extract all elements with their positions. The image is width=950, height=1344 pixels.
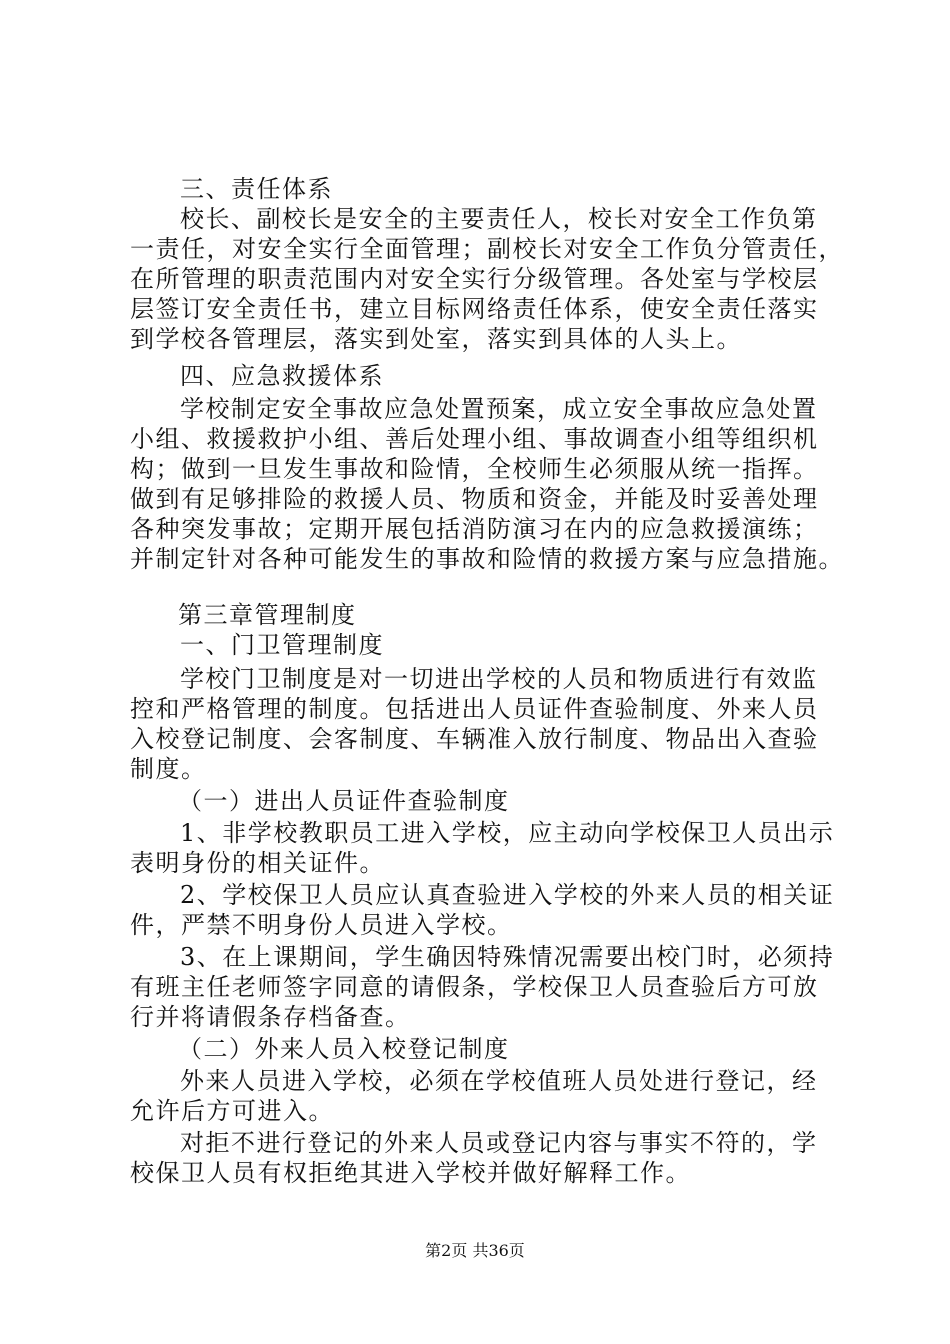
paragraph-line: 一责任，对安全实行全面管理；副校长对安全工作负分管责任， — [130, 235, 844, 263]
paragraph-line: 有班主任老师签字同意的请假条，学校保卫人员查验后方可放 — [130, 973, 819, 1001]
paragraph-line: 学校制定安全事故应急处置预案，成立安全事故应急处置 — [180, 395, 818, 423]
paragraph-line: 控和严格管理的制度。包括进出人员证件查验制度、外来人员 — [130, 695, 819, 723]
subsection-heading-visitor-registration: （二）外来人员入校登记制度 — [178, 1035, 510, 1063]
paragraph-line: 2、学校保卫人员应认真查验进入学校的外来人员的相关证 — [180, 881, 835, 909]
paragraph-line: 校保卫人员有权拒绝其进入学校并做好解释工作。 — [130, 1159, 691, 1187]
paragraph-line: 在所管理的职责范围内对安全实行分级管理。各处室与学校层 — [130, 265, 819, 293]
paragraph-line: 各种突发事故；定期开展包括消防演习在内的应急救援演练； — [130, 515, 819, 543]
paragraph-line: 校长、副校长是安全的主要责任人，校长对安全工作负第 — [180, 205, 818, 233]
chapter-heading: 第三章管理制度 — [178, 601, 357, 629]
paragraph-line: 到学校各管理层，落实到处室，落实到具体的人头上。 — [130, 325, 742, 353]
page-number-footer: 第2页 共36页 — [425, 1241, 525, 1260]
paragraph-line: 制度。 — [130, 755, 207, 783]
paragraph-line: 外来人员进入学校，必须在学校值班人员处进行登记，经 — [180, 1067, 818, 1095]
paragraph-line: 学校门卫制度是对一切进出学校的人员和物质进行有效监 — [180, 665, 818, 693]
paragraph-line: 并制定针对各种可能发生的事故和险情的救援方案与应急措施。 — [130, 545, 844, 573]
paragraph-line: 件，严禁不明身份人员进入学校。 — [130, 911, 513, 939]
paragraph-line: 3、在上课期间，学生确因特殊情况需要出校门时，必须持 — [180, 943, 835, 971]
section-heading-gatekeeping: 一、门卫管理制度 — [180, 631, 384, 659]
paragraph-line: 小组、救援救护小组、善后处理小组、事故调查小组等组织机 — [130, 425, 819, 453]
paragraph-line: 行并将请假条存档备查。 — [130, 1003, 411, 1031]
paragraph-line: 构；做到一旦发生事故和险情，全校师生必须服从统一指挥。 — [130, 455, 819, 483]
paragraph-line: 表明身份的相关证件。 — [130, 849, 385, 877]
paragraph-line: 做到有足够排险的救援人员、物质和资金，并能及时妥善处理 — [130, 485, 819, 513]
paragraph-line: 入校登记制度、会客制度、车辆准入放行制度、物品出入查验 — [130, 725, 819, 753]
paragraph-line: 允许后方可进入。 — [130, 1097, 334, 1125]
section-heading-emergency: 四、应急救援体系 — [180, 362, 384, 390]
section-heading-responsibility: 三、责任体系 — [180, 175, 333, 203]
subsection-heading-id-check: （一）进出人员证件查验制度 — [178, 787, 510, 815]
paragraph-line: 对拒不进行登记的外来人员或登记内容与事实不符的，学 — [180, 1129, 818, 1157]
paragraph-line: 1、非学校教职员工进入学校，应主动向学校保卫人员出示 — [180, 819, 835, 847]
paragraph-line: 层签订安全责任书，建立目标网络责任体系，使安全责任落实 — [130, 295, 819, 323]
